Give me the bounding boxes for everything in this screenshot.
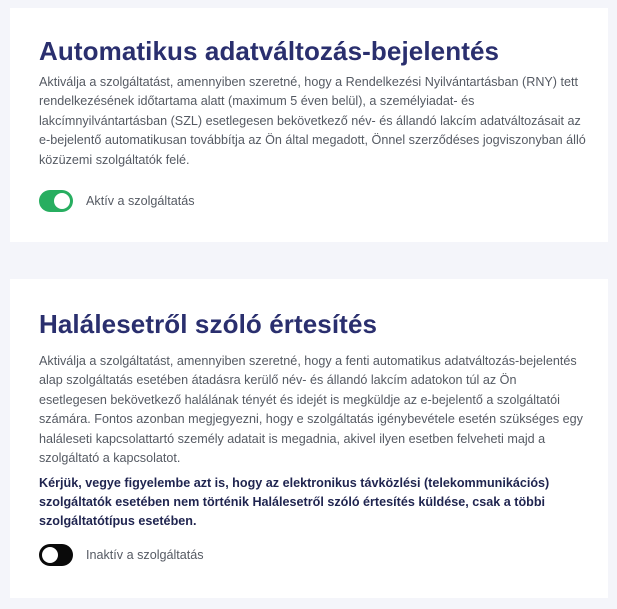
toggle-label: Inaktív a szolgáltatás — [86, 548, 204, 562]
section-description: Aktiválja a szolgáltatást, amennyiben szeretné, hogy a fenti automatikus adatváltozás-bejelentés alap szolgáltatás esetében átadásra kerülő név- és állandó lakcím adatokon túl az Ön esetlegesen bekövetkező halálának tényét és idejét is megküldje az e-bejelentő a szolgáltatói számára. Fontos azonban megjegyezni, hogy e szolgáltatás igénybevétele esetén szükséges egy haláleseti kapcsolattartó személy adatait is megadnia, akivel ilyen esetben felveheti majd a szolgáltató a kapcsolatot. — [39, 354, 583, 466]
service-toggle-switch[interactable] — [39, 190, 73, 212]
telecom-notice: Kérjük, vegye figyelembe azt is, hogy az elektronikus távközlési (telekommunikációs) szolgáltatók esetében nem történik Halálesetről szóló értesítés küldése, csak a többi szolgáltatótípus esetében. — [39, 476, 550, 528]
toggle-label: Aktív a szolgáltatás — [86, 194, 195, 208]
auto-data-change-card — [10, 8, 608, 242]
section-title: Halálesetről szóló értesítés — [39, 309, 378, 339]
death-notification-card — [10, 279, 608, 598]
section-title: Automatikus adatváltozás-bejelentés — [39, 36, 500, 66]
service-toggle-row — [39, 544, 204, 566]
toggle-knob-icon — [54, 193, 70, 209]
service-toggle-row — [39, 190, 195, 212]
section-description: Aktiválja a szolgáltatást, amennyiben szeretné, hogy a Rendelkezési Nyilvántartásban (RNY) tett rendelkezésének időtartama alatt (maximum 5 éven belül), a személyiadat- és lakcímnyilvántartásban (SZL) esetlegesen bekövetkező név- és állandó lakcím adatváltozásait az e-bejelentő automatikusan továbbítja az Ön által megadott, Önnel szerződéses jogviszonyban álló közüzemi szolgáltatók felé. — [39, 75, 586, 167]
toggle-knob-icon — [42, 547, 58, 563]
service-toggle-switch[interactable] — [39, 544, 73, 566]
